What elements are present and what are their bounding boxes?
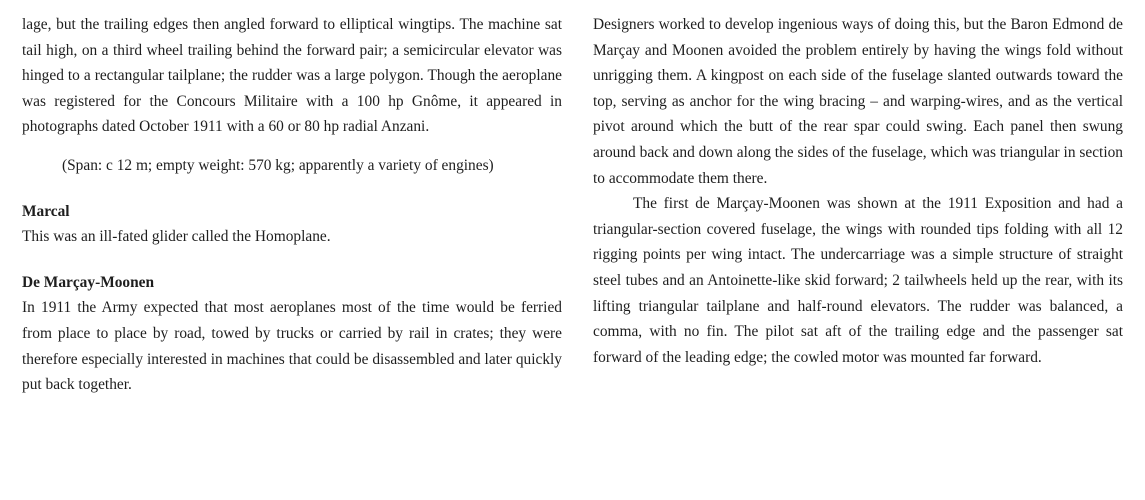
left-column — [22, 12, 562, 398]
right-column — [593, 12, 1123, 370]
marcal-paragraph: This was an ill-fated glider called the Homoplane. — [22, 228, 331, 246]
heading-marcal: Marcal — [22, 202, 70, 220]
right-paragraph-1: Designers worked to develop ingenious ways of doing this, but the Baron Edmond de Marçay and Moonen avoided the problem entirely by having the wings fold without unrigging them. A kingpost on each side of the fuselage slanted outwards toward the top, serving as anchor for the wing bracing – and warping-wires, and as the vertical pivot around which the butt of the rear spar could swing. Each panel then swung around back and down along the sides of the fuselage, which was triangular in section to accommodate them there. — [593, 16, 1123, 187]
right-paragraph-2: The first de Marçay-Moonen was shown at the 1911 Exposition and had a triangular-section covered fuselage, the wings with rounded tips folding with all 12 rigging points per wing intact. The undercarriage was a simple structure of straight steel tubes and an Antoinette-like skid forward; 2 tailwheels held up the rear, with its lifting triangular tailplane and half-round elevators. The rudder was balanced, a comma, with no fin. The pilot sat aft of the trailing edge and the passenger sat forward of the leading edge; the cowled motor was mounted far forward. — [593, 195, 1123, 366]
de-marcay-moonen-paragraph: In 1911 the Army expected that most aeroplanes most of the time would be ferried from place to place by road, towed by trucks or carried by rail in crates; they were therefore especially interested in machines that could be disassembled and later quickly put back together. — [22, 299, 562, 394]
specifications-note: (Span: c 12 m; empty weight: 570 kg; apparently a variety of engines) — [62, 156, 494, 174]
heading-de-marcay-moonen: De Marçay-Moonen — [22, 273, 155, 291]
left-paragraph-continuation: lage, but the trailing edges then angled forward to elliptical wingtips. The machine sat tail high, on a third wheel trailing behind the forward pair; a semicircular elevator was hinged to a rectangular tailplane; the rudder was a large polygon. Though the aeroplane was registered for the Concours Militaire with a 100 hp Gnôme, it appeared in photographs dated October 1911 with a 60 or 80 hp radial Anzani. — [22, 16, 562, 136]
